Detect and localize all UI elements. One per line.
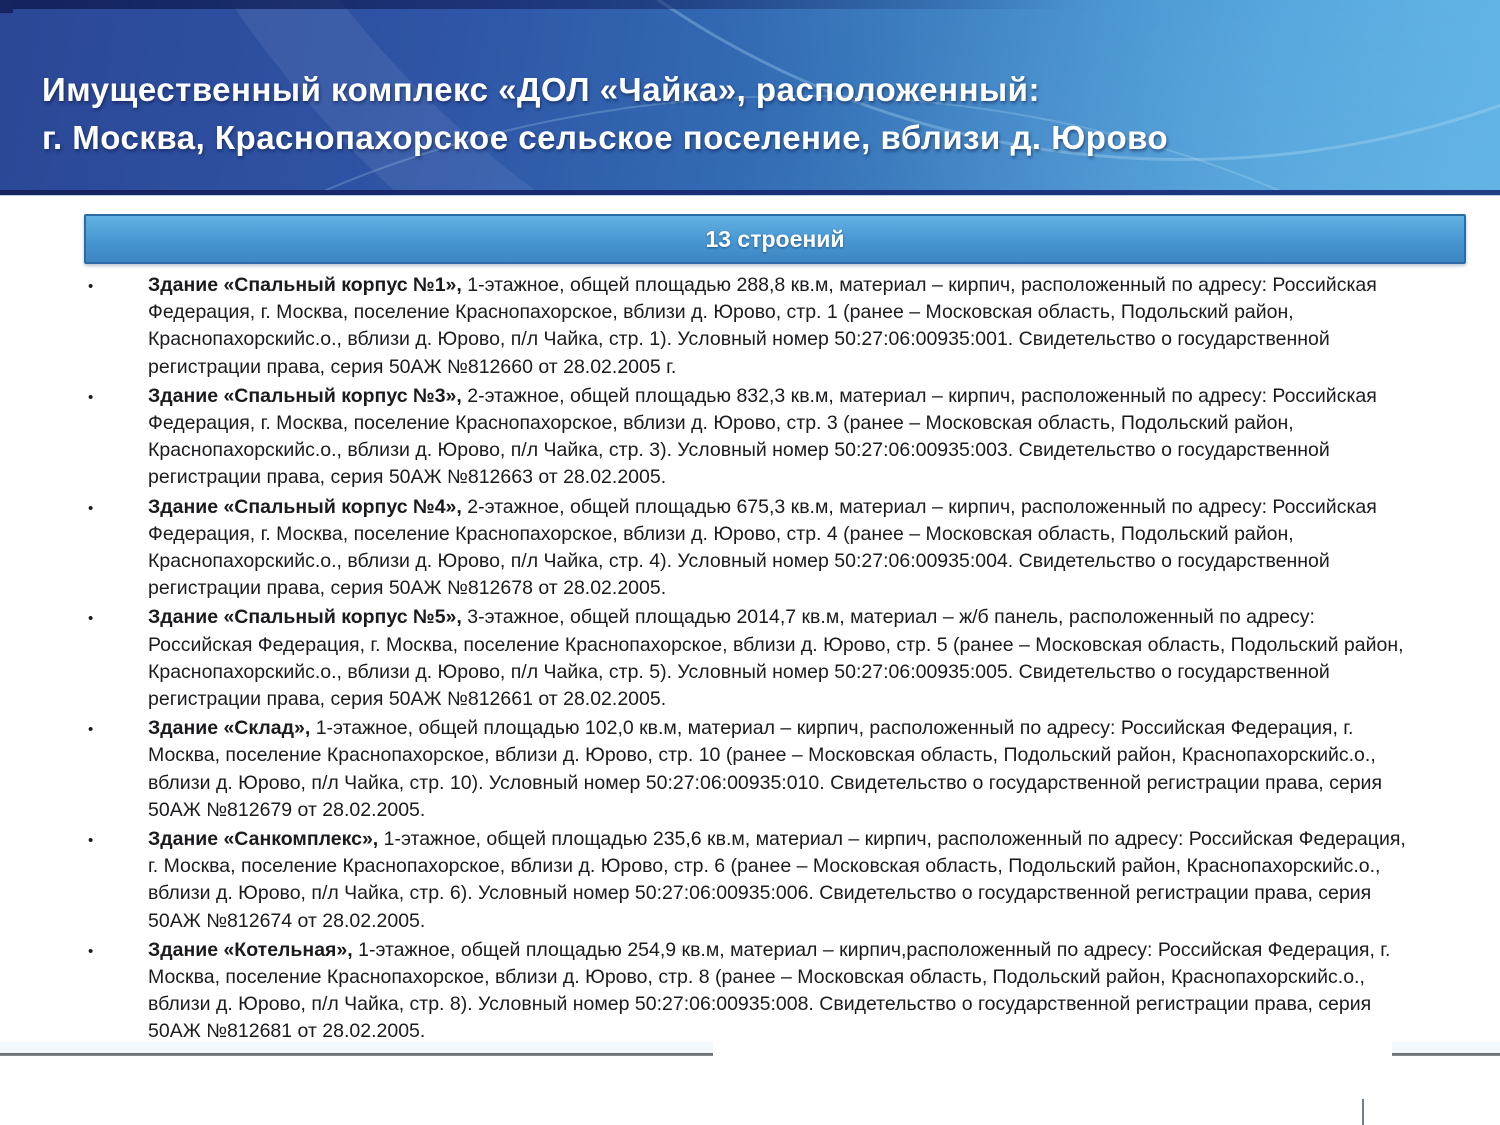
footer-tint-left <box>0 1042 713 1053</box>
bullet-icon: • <box>88 499 94 517</box>
buildings-count-label: 13 строений <box>705 225 845 252</box>
footer-divider-left <box>0 1053 713 1056</box>
page-title <box>42 66 1462 162</box>
building-item <box>0 715 1500 824</box>
slide-header <box>0 0 1500 196</box>
bullet-icon: • <box>88 388 94 406</box>
header-bottom-bar <box>0 190 1500 196</box>
footer-cursor-line <box>1362 1099 1364 1125</box>
bullet-icon: • <box>88 721 94 739</box>
building-name: Здание «Спальный корпус №3», <box>148 384 462 407</box>
building-details: 3-этажное, общей площадью 2014,7 кв.м, материал – ж/б панель, расположенный по адресу: Российская Федерация, г. Москва, поселение Краснопахорское, вблизи д. Юрово, стр. 5 (ранее – Московская область, Подольский район, Краснопахорскийс.о., вблизи д. Юрово, п/л Чайка, стр. 5). Условный номер 50:27:06:00935:005. Свидетельство о государственной регистрации права, серия 50АЖ №812661 от 28.02.2005. <box>148 606 1404 711</box>
buildings-count-banner <box>84 214 1466 264</box>
building-details: 1-этажное, общей площадью 102,0 кв.м, материал – кирпич, расположенный по адресу: Российская Федерация, г. Москва, поселение Краснопахорское, вблизи д. Юрово, стр. 10 (ранее – Московская область, Подольский район, Краснопахорскийс.о., вблизи д. Юрово, п/л Чайка, стр. 10). Условный номер 50:27:06:00935:010. Свидетельство о государственной регистрации права, серия 50АЖ №812679 от 28.02.2005. <box>148 717 1383 821</box>
page-title-line2: г. Москва, Краснопахорское сельское поселение, вблизи д. Юрово <box>42 119 1169 157</box>
building-item <box>0 937 1500 1046</box>
bullet-icon: • <box>88 832 94 850</box>
header-corner-square <box>0 0 13 13</box>
building-details: 1-этажное, общей площадью 254,9 кв.м, материал – кирпич,расположенный по адресу: Российская Федерация, г. Москва, поселение Краснопахорское, вблизи д. Юрово, стр. 8 (ранее – Московская область, Подольский район, Краснопахорскийс.о., вблизи д. Юрово, п/л Чайка, стр. 8). Условный номер 50:27:06:00935:008. Свидетельство о государственной регистрации права, серия 50АЖ №812681 от 28.02.2005. <box>148 938 1391 1043</box>
building-details: 2-этажное, общей площадью 832,3 кв.м, материал – кирпич, расположенный по адресу: Российская Федерация, г. Москва, поселение Краснопахорское, вблизи д. Юрово, стр. 3 (ранее – Московская область, Подольский район, Краснопахорскийс.о., вблизи д. Юрово, п/л Чайка, стр. 3). Условный номер 50:27:06:00935:003. Свидетельство о государственной регистрации права, серия 50АЖ №812663 от 28.02.2005. <box>148 384 1377 489</box>
building-name: Здание «Склад», <box>148 717 311 740</box>
building-details: 1-этажное, общей площадью 288,8 кв.м, материал – кирпич, расположенный по адресу: Российская Федерация, г. Москва, поселение Краснопахорское, вблизи д. Юрово, стр. 1 (ранее – Московская область, Подольский район, Краснопахорскийс.о., вблизи д. Юрово, п/л Чайка, стр. 1). Условный номер 50:27:06:00935:001. Свидетельство о государственной регистрации права, серия 50АЖ №812660 от 28.02.2005 г. <box>148 274 1377 378</box>
building-name: Здание «Котельная», <box>148 938 353 961</box>
building-name: Здание «Спальный корпус №4», <box>148 495 462 518</box>
building-name: Здание «Спальный корпус №1», <box>148 274 462 296</box>
building-item <box>0 604 1500 713</box>
building-item <box>0 494 1500 603</box>
header-top-strip <box>0 0 1500 9</box>
building-item <box>0 272 1500 381</box>
building-name: Здание «Спальный корпус №5», <box>148 606 462 629</box>
building-item <box>0 383 1500 492</box>
building-name: Здание «Санкомплекс», <box>148 828 379 851</box>
footer-tint-right <box>1392 1042 1500 1053</box>
building-details: 2-этажное, общей площадью 675,3 кв.м, материал – кирпич, расположенный по адресу: Российская Федерация, г. Москва, поселение Краснопахорское, вблизи д. Юрово, стр. 4 (ранее – Московская область, Подольский район, Краснопахорскийс.о., вблизи д. Юрово, п/л Чайка, стр. 4). Условный номер 50:27:06:00935:004. Свидетельство о государственной регистрации права, серия 50АЖ №812678 от 28.02.2005. <box>148 495 1377 600</box>
bullet-icon: • <box>88 942 94 960</box>
building-details: 1-этажное, общей площадью 235,6 кв.м, материал – кирпич, расположенный по адресу: Российская Федерация, г. Москва, поселение Краснопахорское, вблизи д. Юрово, стр. 6 (ранее – Московская область, Подольский район, Краснопахорскийс.о., вблизи д. Юрово, п/л Чайка, стр. 6). Условный номер 50:27:06:00935:006. Свидетельство о государственной регистрации права, серия 50АЖ №812674 от 28.02.2005. <box>148 828 1406 932</box>
bullet-icon: • <box>88 610 94 628</box>
footer-divider-right <box>1392 1053 1500 1056</box>
buildings-list <box>0 272 1500 1048</box>
bullet-icon: • <box>88 278 94 295</box>
building-item <box>0 826 1500 935</box>
page-title-line1: Имущественный комплекс «ДОЛ «Чайка», расположенный: <box>42 71 1040 109</box>
